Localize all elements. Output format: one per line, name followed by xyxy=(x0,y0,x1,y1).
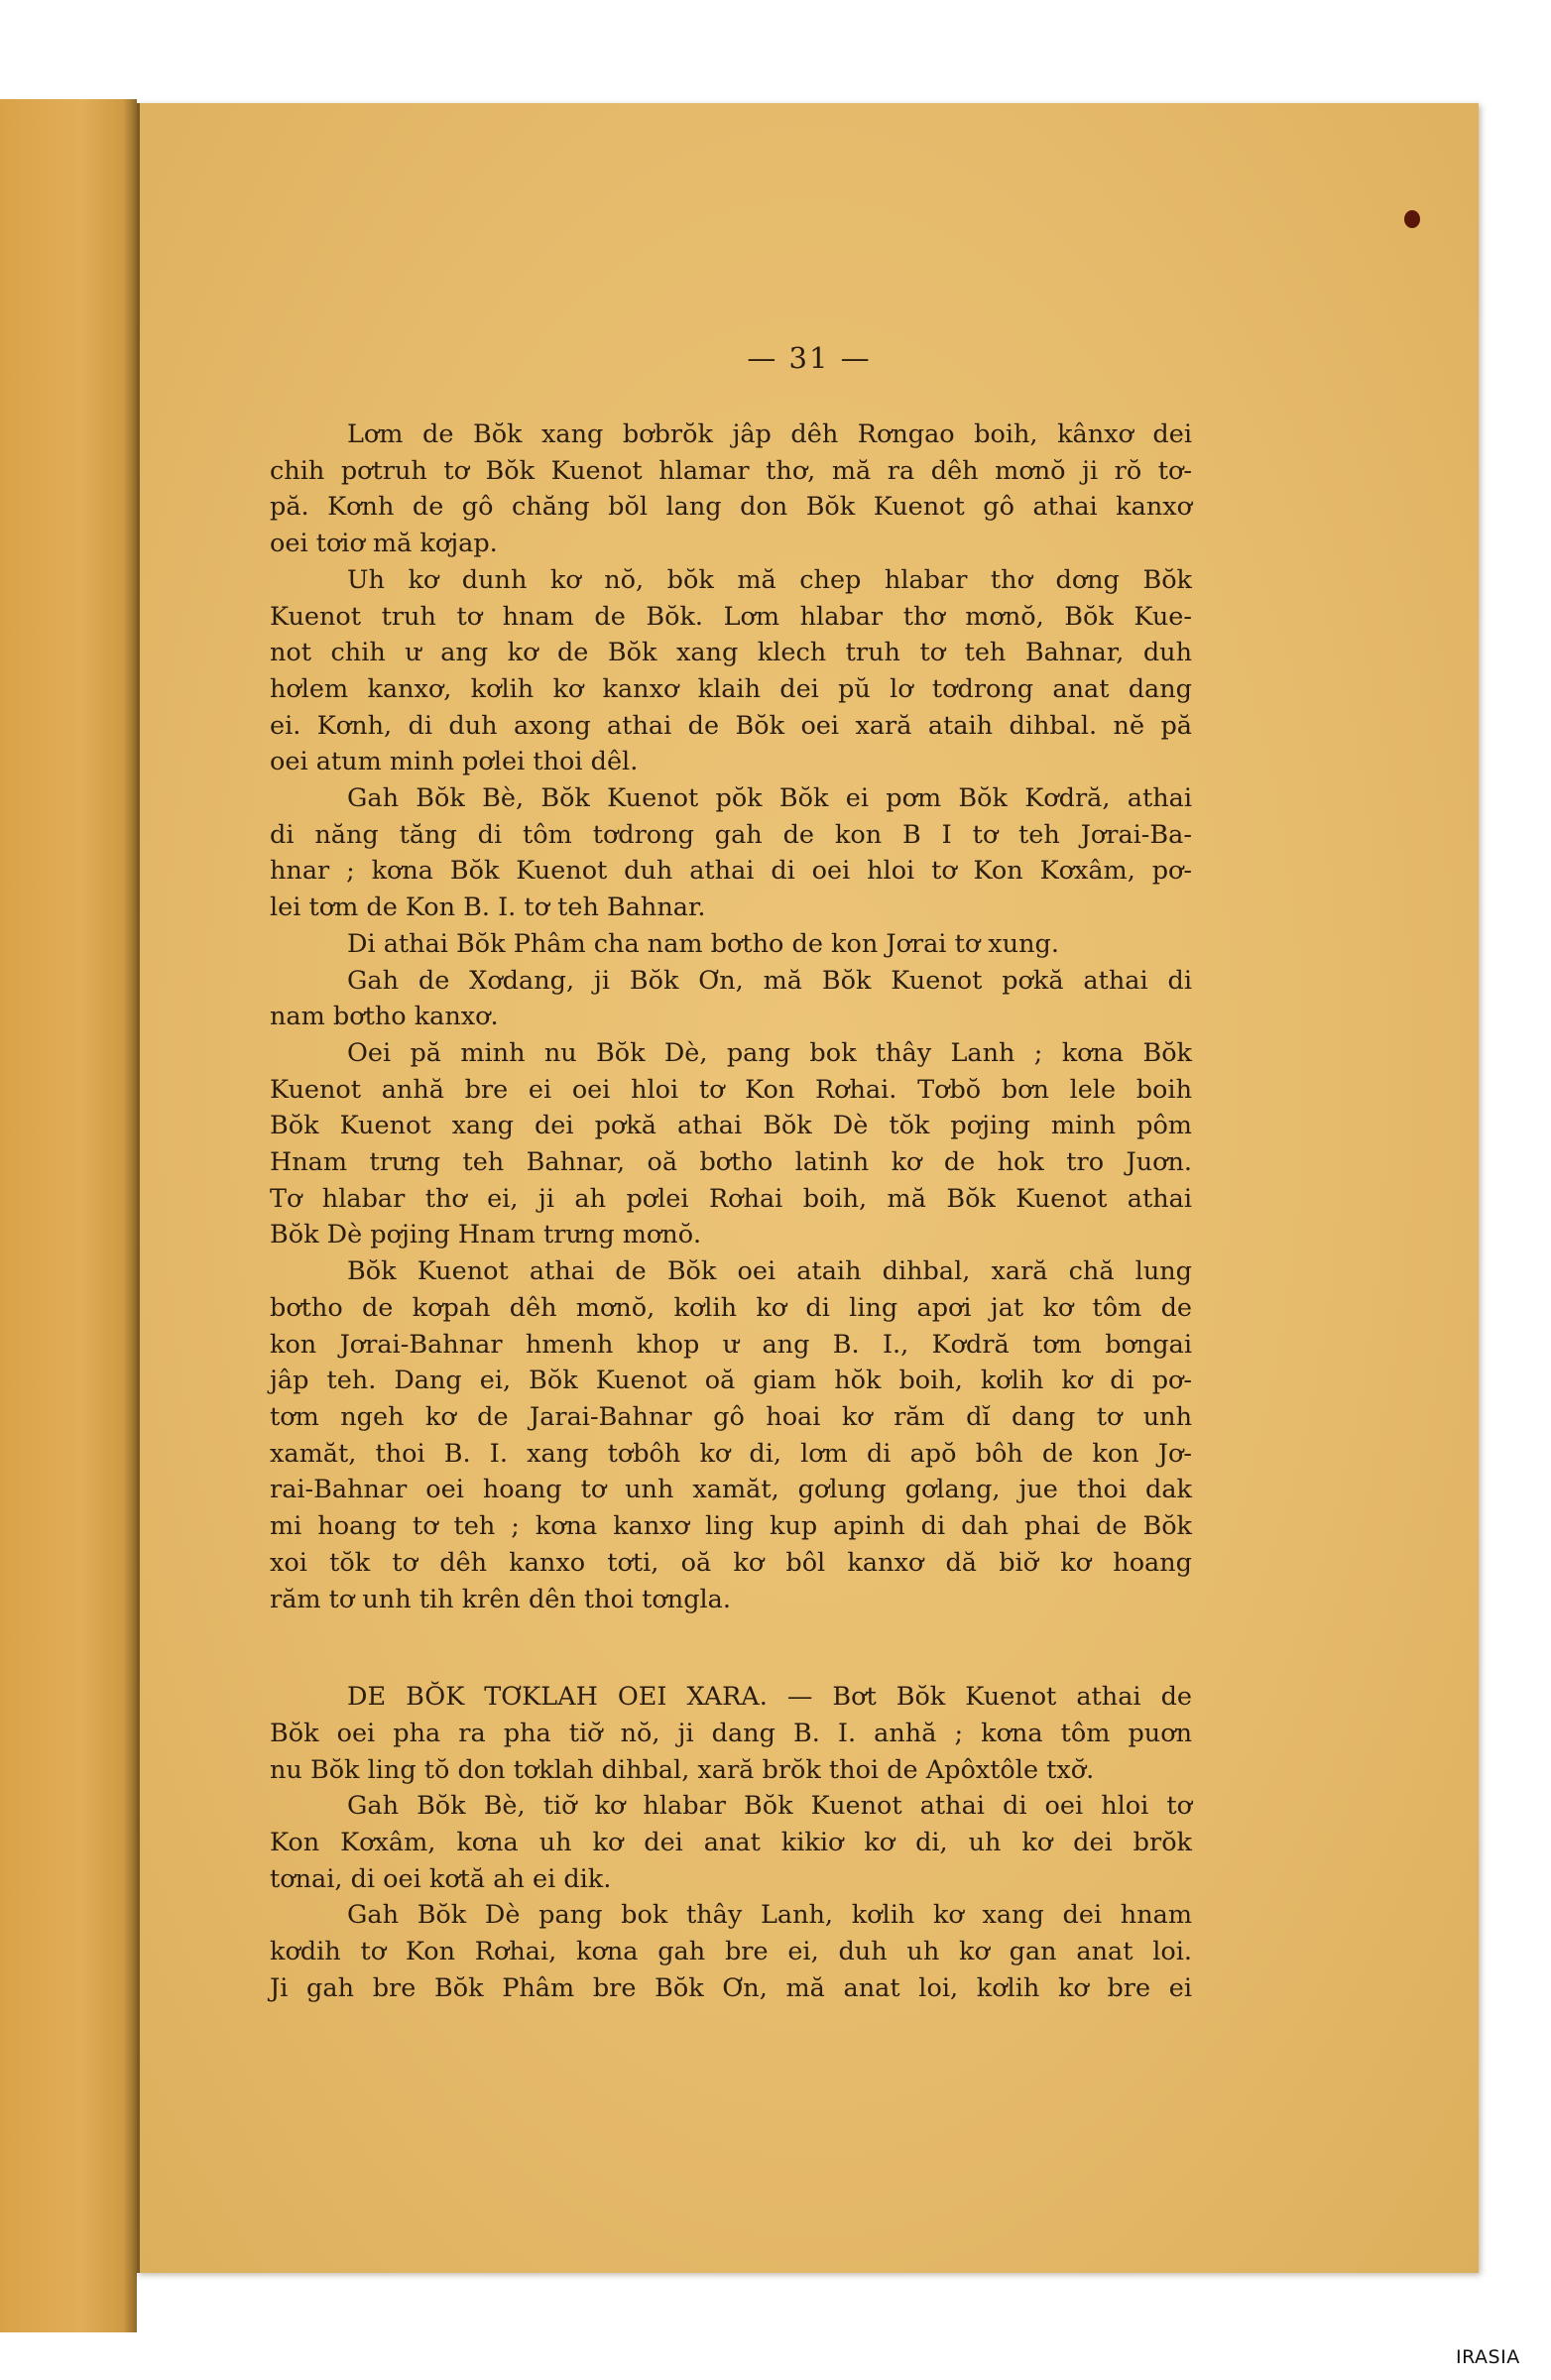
text-line: nu Bŏk ling tŏ don tơklah dihbal, xară brŏk thoi de Apôxtôle txơ̆. xyxy=(270,1754,1095,1785)
text-line: xoi tŏk tơ dêh kanxo tơti, oă kơ bôl kanxơ dă biơ̆ kơ hoang xyxy=(270,1547,1192,1578)
text-line: Kuenot truh tơ hnam de Bŏk. Lơm hlabar thơ mơnŏ, Bŏk Kue- xyxy=(270,601,1192,632)
text-line: Bŏk Dè pơjing Hnam trưng mơnŏ. xyxy=(270,1220,702,1250)
text-line: Kuenot anhă bre ei oei hloi tơ Kon Rơhai. Tơbŏ bơn lele boih xyxy=(270,1074,1192,1105)
text-line: Gah Bŏk Dè pang bok thây Lanh, kơlih kơ xang dei hnam xyxy=(347,1900,1192,1931)
text-line: hơlem kanxơ, kơlih kơ kanxơ klaih dei pŭ lơ tơdrong anat dang xyxy=(270,673,1192,704)
text-line: Kon Kơxâm, kơna uh kơ dei anat kikiơ kơ di, uh kơ dei brŏk xyxy=(270,1828,1192,1858)
text-line: Gah de Xơdang, ji Bŏk Ơn, mă Bŏk Kuenot pơkă athai di xyxy=(347,965,1192,996)
text-line: bơtho de kơpah dêh mơnŏ, kơlih kơ di ling apơi jat kơ tôm de xyxy=(270,1292,1192,1323)
text-line: tơm ngeh kơ de Jarai-Bahnar gô hoai kơ răm dĭ dang tơ unh xyxy=(270,1401,1192,1432)
text-line: răm tơ unh tih krên dên thoi tơngla. xyxy=(270,1584,731,1614)
text-line: jâp teh. Dang ei, Bŏk Kuenot oă giam hŏk boih, kơlih kơ di pơ- xyxy=(270,1366,1192,1396)
text-line: not chih ư ang kơ de Bŏk xang klech truh tơ teh Bahnar, duh xyxy=(270,638,1192,668)
text-line: Bŏk Kuenot xang dei pơkă athai Bŏk Dè tŏk pơjing minh pôm xyxy=(270,1111,1192,1141)
body-text xyxy=(270,416,1192,2007)
text-line: ei. Kơnh, di duh axong athai de Bŏk oei xară ataih dihbal. nĕ pă xyxy=(270,710,1192,741)
section-heading-line: DE BŎK TƠKLAH OEI XARA. — Bơt Bŏk Kuenot athai de xyxy=(347,1682,1192,1713)
page-number: — 31 — xyxy=(747,341,872,375)
watermark-label: IRASIA xyxy=(1456,2346,1520,2368)
text-line: Tơ hlabar thơ ei, ji ah pơlei Rơhai boih, mă Bŏk Kuenot athai xyxy=(270,1183,1192,1214)
text-line: xamăt, thoi B. I. xang tơbôh kơ di, lơm di apŏ bôh de kon Jơ- xyxy=(270,1438,1192,1469)
ink-blot xyxy=(1404,210,1420,228)
text-line: lei tơm de Kon B. I. tơ teh Bahnar. xyxy=(270,892,706,923)
text-line: kon Jơrai-Bahnar hmenh khop ư ang B. I., Kơdră tơm bơngai xyxy=(270,1329,1192,1360)
text-line: Gah Bŏk Bè, Bŏk Kuenot pŏk Bŏk ei pơm Bŏk Kơdră, athai xyxy=(347,783,1192,814)
text-line: Bŏk Kuenot athai de Bŏk oei ataih dihbal, xară chă lung xyxy=(347,1256,1192,1287)
text-line: di năng tăng di tôm tơdrong gah de kon B I tơ teh Jơrai-Ba- xyxy=(270,819,1192,850)
text-line: oei atum minh pơlei thoi dêl. xyxy=(270,747,639,777)
text-line: hnar ; kơna Bŏk Kuenot duh athai di oei hloi tơ Kon Kơxâm, pơ- xyxy=(270,856,1192,887)
text-line: nam bơtho kanxơ. xyxy=(270,1002,499,1032)
text-line: rai-Bahnar oei hoang tơ unh xamăt, gơlung gơlang, jue thoi dak xyxy=(270,1475,1192,1505)
text-line: Gah Bŏk Bè, tiơ̆ kơ hlabar Bŏk Kuenot athai di oei hloi tơ xyxy=(347,1791,1192,1822)
text-line: Oei pă minh nu Bŏk Dè, pang bok thây Lanh ; kơna Bŏk xyxy=(347,1037,1192,1068)
text-line: chih pơtruh tơ Bŏk Kuenot hlamar thơ, mă ra dêh mơnŏ ji rŏ tơ- xyxy=(270,455,1192,486)
text-line: kơdih tơ Kon Rơhai, kơna gah bre ei, duh uh kơ gan anat loi. xyxy=(270,1937,1192,1967)
text-line: Ji gah bre Bŏk Phâm bre Bŏk Ơn, mă anat loi, kơlih kơ bre ei xyxy=(270,1972,1192,2003)
text-line: Bŏk oei pha ra pha tiơ̆ nŏ, ji dang B. I. anhă ; kơna tôm puơn xyxy=(270,1718,1192,1748)
text-line: Lơm de Bŏk xang bơbrŏk jâp dêh Rơngao boih, kânxơ dei xyxy=(347,419,1192,449)
text-line: Hnam trưng teh Bahnar, oă bơtho latinh kơ de hok tro Juơn. xyxy=(270,1147,1192,1178)
text-line: mi hoang tơ teh ; kơna kanxơ ling kup apinh di dah phai de Bŏk xyxy=(270,1511,1192,1542)
text-line: oei tơiơ mă kơjap. xyxy=(270,529,498,559)
text-line: Di athai Bŏk Phâm cha nam bơtho de kon Jơrai tơ xung. xyxy=(347,928,1059,959)
section-spacer xyxy=(270,1617,1192,1679)
text-line: Uh kơ dunh kơ nŏ, bŏk mă chep hlabar thơ dơng Bŏk xyxy=(347,564,1192,595)
text-line: tơnai, di oei kơtă ah ei dik. xyxy=(270,1863,612,1894)
facing-page-edge xyxy=(0,99,137,2332)
text-line: pă. Kơnh de gô chăng bŏl lang don Bŏk Kuenot gô athai kanxơ xyxy=(270,492,1192,523)
